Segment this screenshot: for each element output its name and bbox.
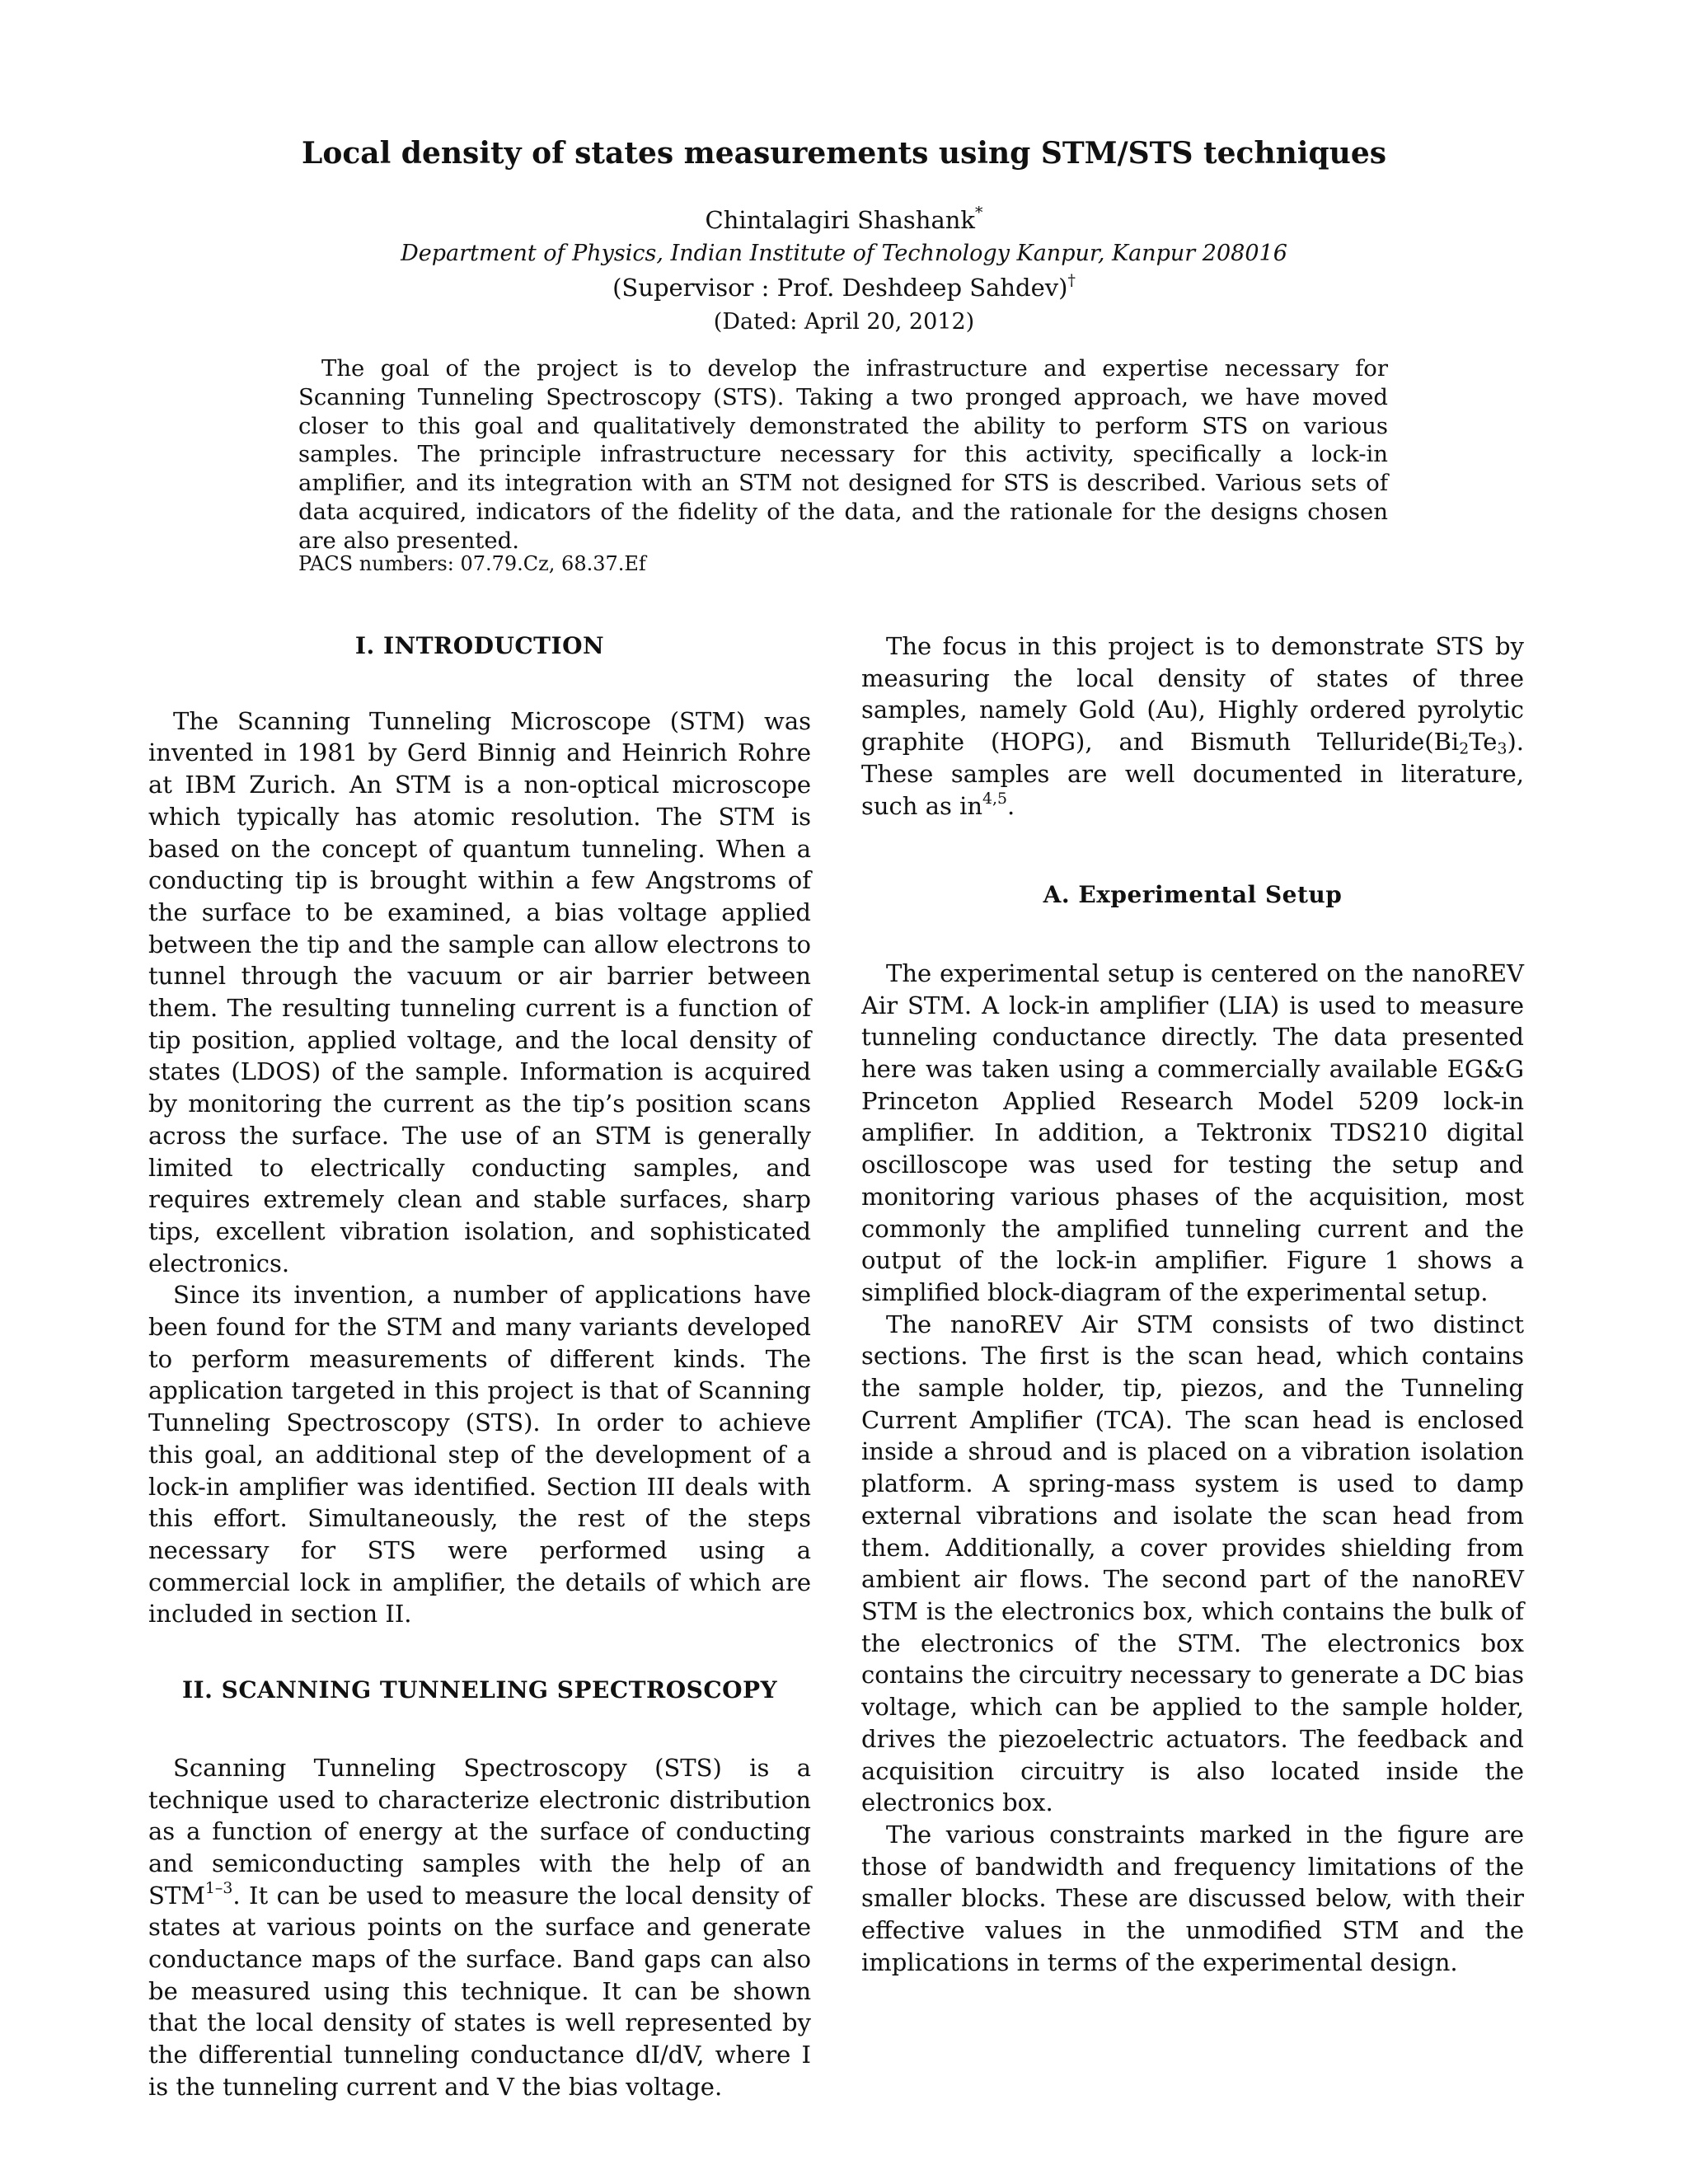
sts-paragraph-1 — [148, 1752, 811, 2103]
pacs-numbers: PACS numbers: 07.79.Cz, 68.37.Ef — [298, 552, 646, 575]
left-column — [148, 630, 811, 2103]
affiliation: Department of Physics, Indian Institute of Technology Kanpur, Kanpur 208016 — [401, 241, 1287, 266]
date-line: (Dated: April 20, 2012) — [713, 309, 975, 335]
sts-paragraph-2 — [861, 630, 1524, 822]
supervisor-name: (Supervisor : Prof. Deshdeep Sahdev) — [612, 274, 1068, 302]
author-line — [0, 206, 1688, 234]
author-footnote-mark: * — [975, 204, 983, 222]
supervisor-footnote-mark: † — [1067, 271, 1076, 289]
sts-p2-text-end: . — [1007, 791, 1015, 820]
intro-paragraph-1: The Scanning Tunneling Microscope (STM) was invented in 1981 by Gerd Binnig and Heinrich Rohre at IBM Zurich. An STM is a non-optical microscope which typically has atomic resolution. The STM is based on the concept of quantum tunneling. When a conducting tip is brought within a few Angstroms of the surface to be examined, a bias voltage applied between the tip and the sample can allow electrons to tunnel through the vacuum or air barrier between them. The resulting tunneling current is a function of tip position, applied voltage, and the local density of states (LDOS) of the sample. Information is acquired by monitoring the current as the tip’s position scans across the surface. The use of an STM is generally limited to electrically conducting samples, and requires extremely clean and stable surfaces, sharp tips, excellent vibration isolation, and sophisticated electronics. — [148, 706, 811, 1277]
sts-p2-text-mid: Te — [1469, 728, 1498, 757]
citation-ref: 4,5 — [982, 790, 1008, 808]
section-heading-introduction: I. INTRODUCTION — [354, 632, 605, 659]
setup-paragraph-2: The nanoREV Air STM consists of two distinct sections. The first is the scan head, which contains the sample holder, tip, piezos, and the Tunneling Current Amplifier (TCA). The scan head is enclosed inside a shroud and is placed on a vibration isolation platform. A spring-mass system is used to damp external vibrations and isolate the scan head from them. Additionally, a cover provides shielding from ambient air flows. The second part of the nanoREV STM is the electronics box, which contains the bulk of the electronics of the STM. The electronics box contains the circuitry necessary to generate a DC bias voltage, which can be applied to the sample holder, drives the piezoelectric actuators. The feedback and acquisition circuitry is also located inside the electronics box. — [861, 1310, 1524, 1817]
subscript: 2 — [1459, 740, 1470, 758]
setup-paragraph-3: The various constraints marked in the figure are those of bandwidth and frequency limitations of the smaller blocks. These are discussed below, with their effective values in the unmodified STM and the implications in terms of the experimental design. — [861, 1820, 1524, 1976]
citation-ref: 1–3 — [204, 1879, 233, 1897]
intro-paragraph-2: Since its invention, a number of applications have been found for the STM and many variants developed to perform measurements of different kinds. The application targeted in this project is that of Scanning Tunneling Spectroscopy (STS). In order to achieve this goal, an additional step of the development of a lock-in amplifier was identified. Section III deals with this effort. Simultaneously, the rest of the steps necessary for STS were performed using a commercial lock in amplifier, the details of which are included in section II. — [148, 1281, 811, 1629]
abstract: The goal of the project is to develop the infrastructure and expertise necessary for Scanning Tunneling Spectroscopy (STS). Taking a two pronged approach, we have moved closer to this goal and qualitatively demonstrated the ability to perform STS on various samples. The principle infrastructure necessary for this activity, specifically a lock-in amplifier, and its integration with an STM not designed for STS is described. Various sets of data acquired, indicators of the fidelity of the data, and the rationale for the designs chosen are also presented. — [298, 355, 1388, 554]
section-heading-sts: II. SCANNING TUNNELING SPECTROSCOPY — [181, 1676, 778, 1704]
sts-p1-text-a: Scanning Tunneling Spectroscopy (STS) is a technique used to characterize electronic distribution as a function of energy at the surface of conducting and semiconducting samples with the help of an STM — [148, 1753, 811, 1910]
sts-p2-text-b: ). These samples are well documented in literature, such as in — [861, 728, 1524, 820]
sts-p1-text-b: . It can be used to measure the local density of states at various points on the surface and generate conductance maps of the surface. Band gaps can also be measured using this technique. It can be shown that the local density of states is well represented by the differential tunneling conductance dI/dV, where I is the tunneling current and V the bias voltage. — [148, 1881, 811, 2101]
right-column — [861, 630, 1524, 1978]
supervisor-line — [0, 271, 1688, 302]
author-name: Chintalagiri Shashank — [705, 206, 976, 234]
setup-paragraph-1: The experimental setup is centered on the nanoREV Air STM. A lock-in amplifier (LIA) is used to measure tunneling conductance directly. The data presented here was taken using a commercially available EG&G Princeton Applied Research Model 5209 lock-in amplifier. In addition, a Tektronix TDS210 digital oscilloscope was used for testing the setup and monitoring various phases of the acquisition, most commonly the amplified tunneling current and the output of the lock-in amplifier. Figure 1 shows a simplified block-diagram of the experimental setup. — [861, 958, 1524, 1306]
subsection-heading-experimental-setup: A. Experimental Setup — [1043, 881, 1343, 909]
paper-title: Local density of states measurements using STM/STS techniques — [302, 136, 1386, 171]
sts-p2-text-a: The focus in this project is to demonstrate STS by measuring the local density of states of three samples, namely Gold (Au), Highly ordered pyrolytic graphite (HOPG), and Bismuth Telluride(Bi — [861, 632, 1524, 757]
subscript: 3 — [1497, 740, 1507, 758]
